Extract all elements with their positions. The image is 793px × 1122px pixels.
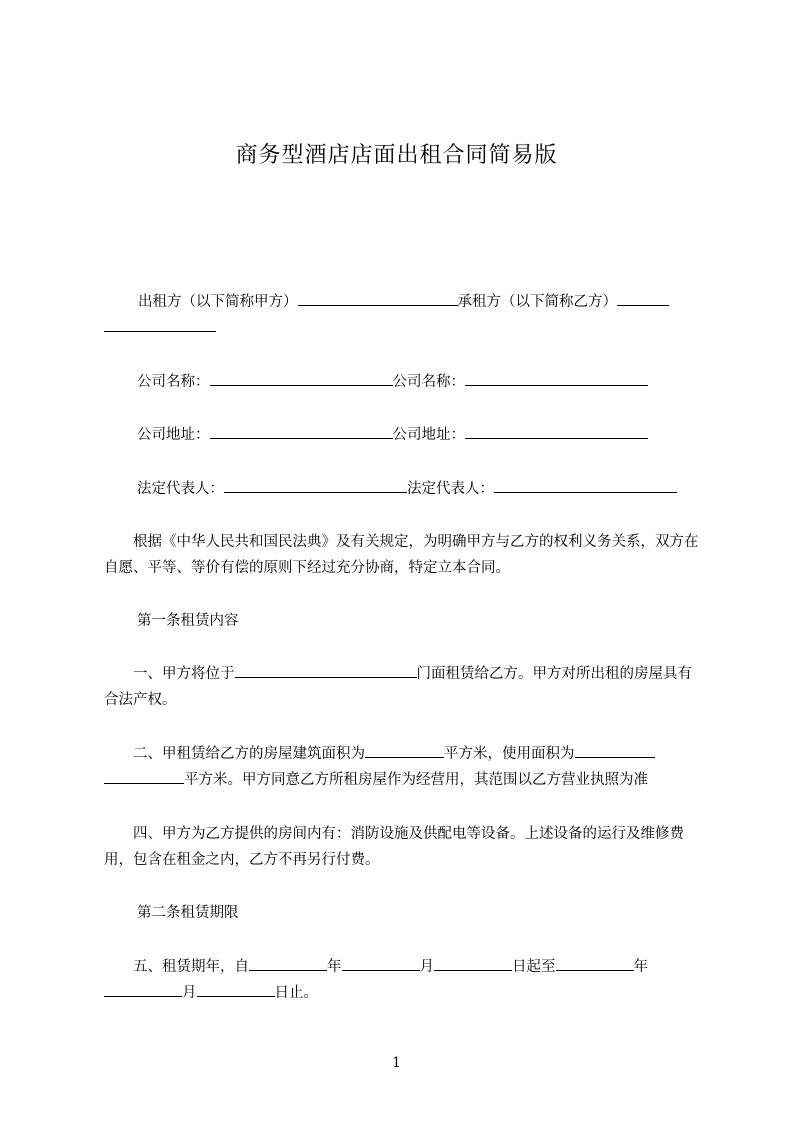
lessee-label: 承租方（以下简称乙方） — [457, 294, 617, 310]
article1-heading — [104, 608, 704, 634]
clause5-part-a: 五、租赁期年，自 — [133, 959, 249, 975]
lessee-company-address-label: 公司地址： — [392, 427, 465, 443]
lessor-legal-rep-blank — [224, 477, 407, 493]
clause2-part-b: 平方米，使用面积为 — [444, 746, 575, 762]
end-day-blank — [197, 981, 275, 997]
company-name-line — [104, 369, 704, 395]
lessor-company-name-blank — [210, 370, 393, 386]
parties-line — [104, 289, 704, 315]
company-address-line — [104, 422, 704, 448]
clause5-end: 日止。 — [274, 985, 318, 1001]
lessor-company-address-blank — [210, 423, 393, 439]
page-title: 商务型酒店店面出租合同简易版 — [235, 143, 558, 168]
lessee-blank-continued — [104, 316, 216, 332]
article1-heading-text: 第一条租赁内容 — [137, 613, 239, 629]
end-year-blank — [556, 955, 634, 971]
clause2-paragraph — [104, 741, 702, 793]
lessee-blank — [617, 290, 669, 306]
end-month-label: 月 — [182, 985, 197, 1001]
preamble-paragraph: 根据《中华人民共和国民法典》及有关规定，为明确甲方与乙方的权利义务关系，双方在自愿、平等、等价有偿的原则下经过充分协商，特定立本合同。 — [104, 534, 699, 576]
clause1-part-a: 一、甲方将位于 — [133, 666, 235, 682]
article2-heading-text: 第二条租赁期限 — [137, 905, 239, 921]
lessor-blank — [298, 290, 458, 306]
article2-heading — [104, 900, 704, 926]
lessee-company-name-label: 公司名称： — [392, 374, 465, 390]
lessee-legal-rep-blank — [494, 477, 677, 493]
page-number: 1 — [392, 1055, 401, 1071]
clause5-part-b: 日起至 — [512, 959, 556, 975]
lessee-legal-rep-label: 法定代表人： — [407, 481, 494, 497]
clause1-part-b: 门面租赁给乙方。甲方对所出租的房屋具有合法产权。 — [104, 666, 692, 708]
start-year-label: 年 — [327, 959, 342, 975]
clause4-paragraph: 四、甲方为乙方提供的房间内有：消防设施及供配电等设备。上述设备的运行及维修费用，包含在租金之内，乙方不再另行付费。 — [104, 826, 684, 868]
lessor-company-address-label: 公司地址： — [137, 427, 210, 443]
usable-area-blank — [575, 742, 655, 758]
lessor-company-name-label: 公司名称： — [137, 374, 210, 390]
clause5-paragraph — [104, 954, 702, 1006]
end-month-blank — [104, 981, 182, 997]
start-day-blank — [434, 955, 512, 971]
end-year-label: 年 — [633, 959, 648, 975]
lessee-company-name-blank — [465, 370, 648, 386]
clause1-paragraph — [104, 661, 702, 713]
lessor-legal-rep-label: 法定代表人： — [137, 481, 224, 497]
legal-rep-line — [104, 476, 704, 502]
clause1-location-blank — [235, 662, 417, 678]
lessee-company-address-blank — [465, 423, 648, 439]
lessor-label: 出租方（以下简称甲方） — [138, 294, 298, 310]
start-month-label: 月 — [419, 959, 434, 975]
clause2-part-a: 二、甲租赁给乙方的房屋建筑面积为 — [133, 746, 365, 762]
parties-line-continued — [104, 315, 704, 341]
usable-area-blank-continued — [104, 768, 184, 784]
start-year-blank — [249, 955, 327, 971]
start-month-blank — [342, 955, 420, 971]
clause2-part-c: 平方米。甲方同意乙方所租房屋作为经营用，其范围以乙方营业执照为准 — [184, 772, 648, 788]
building-area-blank — [365, 742, 444, 758]
